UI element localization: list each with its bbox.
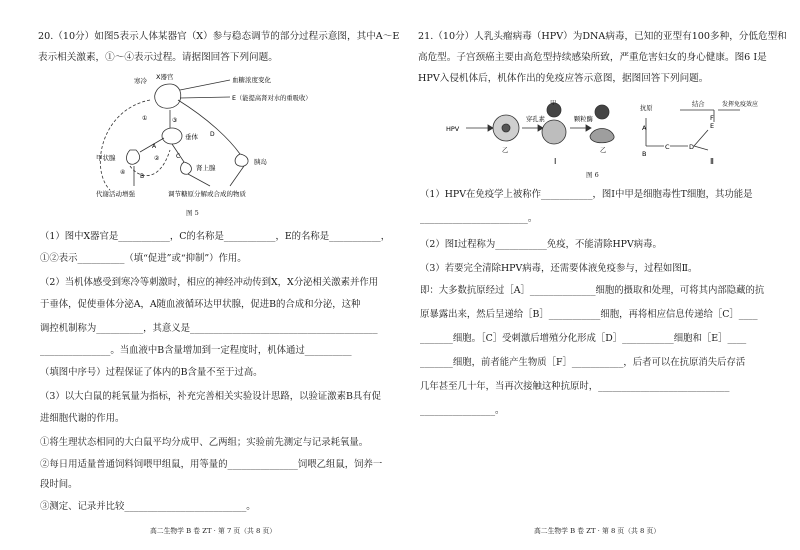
label-islet: 胰岛 bbox=[254, 158, 267, 166]
right-line: _______细胞。［C］受刺激后增殖分化形成［D］___________细胞和［E］____ bbox=[420, 333, 747, 344]
label-n3: ③ bbox=[172, 117, 178, 124]
label-fig6-e: E bbox=[710, 122, 715, 130]
left-line: 进细胞代谢的作用。 bbox=[40, 413, 125, 424]
right-line: _______________________。 bbox=[420, 213, 538, 224]
left-line: _______________。当血液中B含量增加到一定程度时，机体通过__________ bbox=[40, 345, 352, 356]
left-line: ③测定、记录并比较__________________________。 bbox=[40, 501, 256, 512]
q21-head bbox=[418, 26, 787, 89]
right-line: 几年甚至几十年，当再次接触这种抗原时，____________________________ bbox=[420, 381, 730, 392]
label-n1: ① bbox=[142, 115, 148, 122]
label-d: D bbox=[210, 131, 215, 138]
label-yi2: 乙 bbox=[600, 147, 607, 154]
label-adrenal: 肾上腺 bbox=[196, 164, 216, 172]
label-perforin: 穿孔素 bbox=[526, 116, 545, 123]
left-footer: 高二生物学 B 卷 ZT · 第 7 页（共 8 页） bbox=[150, 527, 277, 535]
apoptotic-cell-shape bbox=[590, 129, 614, 143]
label-roman1: Ⅰ bbox=[554, 157, 557, 166]
label-n2: ② bbox=[154, 155, 160, 162]
right-line: 即：大多数抗原经过［A］______________细胞的摄取和处理，可将其内部隐藏的抗 bbox=[420, 285, 765, 296]
label-cold: 寒冷 bbox=[134, 77, 147, 85]
left-line: ②每日用适量普通饲料饲喂甲组鼠，用等量的_______________饲喂乙组鼠，饲养一 bbox=[40, 459, 383, 470]
label-yi1: 乙 bbox=[502, 147, 509, 154]
figure-6 bbox=[440, 100, 760, 170]
left-line: 段时间。 bbox=[40, 479, 78, 490]
left-line: （2）当机体感受到寒冷等刺激时，相应的神经冲动传到X，X分泌相关激素并作用 bbox=[40, 277, 379, 288]
label-effect: 发挥免疫效应 bbox=[722, 101, 759, 108]
right-line: ________________。 bbox=[420, 405, 505, 416]
q20-head-line2: 表示相关激素，①～④表示过程。请据图回答下列问题。 bbox=[38, 52, 278, 63]
q20-head bbox=[38, 26, 399, 68]
label-hpv: HPV bbox=[446, 125, 460, 133]
left-line: 于垂体，促使垂体分泌A，A随血液循环达甲状腺，促进B的合成和分泌，这种 bbox=[40, 299, 361, 310]
right-footer: 高二生物学 B 卷 ZT · 第 8 页（共 8 页） bbox=[534, 527, 661, 535]
right-line: （1）HPV在免疫学上被称作___________，图Ⅰ中甲是细胞毒性T细胞，其功能是 bbox=[420, 189, 753, 200]
label-antigen: 抗原 bbox=[640, 105, 653, 112]
left-line: ①将生理状态相同的大白鼠平均分成甲、乙两组；实验前先测定与记录耗氧量。 bbox=[40, 437, 369, 448]
right-line: （2）图Ⅰ过程称为___________免疫，不能清除HPV病毒。 bbox=[420, 239, 662, 250]
x-organ-shape bbox=[155, 84, 181, 108]
left-line: （填图中序号）过程保证了体内的B含量不至于过高。 bbox=[40, 367, 263, 378]
q21-head-line1: 21.（10分）人乳头瘤病毒（HPV）为DNA病毒，已知的亚型有100多种，分低危型和 bbox=[418, 31, 787, 42]
label-jia: 甲 bbox=[550, 100, 557, 106]
label-b: B bbox=[140, 173, 145, 180]
label-blood-glucose: 血糖浓度变化 bbox=[232, 76, 271, 84]
right-line: 原暴露出来，然后呈递给［B］___________细胞，再将相应信息传递给［C］____ bbox=[420, 309, 758, 320]
label-fig6-a: A bbox=[642, 124, 647, 132]
thyroid-shape bbox=[127, 150, 140, 164]
label-n4: ④ bbox=[120, 169, 126, 176]
left-line: ①②表示__________（填“促进”或“抑制”）作用。 bbox=[40, 253, 247, 264]
label-c: C bbox=[176, 153, 181, 160]
label-granzyme: 颗粒酶 bbox=[574, 116, 593, 123]
label-x-organ: X器官 bbox=[156, 73, 174, 81]
label-fig6-c: C bbox=[665, 143, 670, 151]
right-page bbox=[400, 0, 800, 550]
left-line: （1）图中X器官是___________，C的名称是___________，E的名称是___________， bbox=[40, 231, 391, 242]
label-fig6-b: B bbox=[642, 150, 647, 158]
q21-head-line3: HPV入侵机体后，机体作出的免疫应答示意图，据图回答下列问题。 bbox=[418, 73, 709, 84]
label-fig6-f: F bbox=[710, 114, 714, 122]
adrenal-shape bbox=[181, 162, 192, 174]
target-cell-shape bbox=[542, 120, 566, 144]
label-thyroid: 甲状腺 bbox=[96, 154, 116, 162]
left-line: 调控机制称为__________，其意义是________________________________________ bbox=[40, 323, 378, 334]
label-pituitary: 垂体 bbox=[185, 133, 198, 141]
label-fig6-d: D bbox=[689, 143, 695, 151]
fig6-caption: 图 6 bbox=[586, 171, 599, 179]
pituitary-shape bbox=[162, 128, 182, 144]
left-line: （3）以大白鼠的耗氧量为指标，补充完善相关实验设计思路，以验证激素B具有促 bbox=[40, 391, 381, 402]
label-combine: 结合 bbox=[692, 101, 705, 108]
label-e: E（能提高肾对水的重吸收） bbox=[232, 95, 312, 102]
label-glucose-reg: 调节糖原分解或合成的物质 bbox=[168, 190, 246, 198]
label-roman2: Ⅱ bbox=[710, 157, 714, 166]
q21-head-line2: 高危型。子宫颈癌主要由高危型持续感染所致，严重危害妇女的身心健康。图6 Ⅰ是 bbox=[418, 52, 767, 63]
label-a: A bbox=[152, 143, 157, 150]
right-line: _______细胞，前者能产生物质［F］___________，后者可以在抗原消失后存活 bbox=[420, 357, 746, 368]
label-metabolism: 代谢活动增强 bbox=[96, 190, 135, 198]
q20-head-line1: 20.（10分）如图5表示人体某器官（X）参与稳态调节的部分过程示意图，其中A～E bbox=[38, 31, 400, 42]
figure-5 bbox=[60, 70, 320, 205]
islet-shape bbox=[235, 154, 248, 166]
right-line: （3）若要完全清除HPV病毒，还需要体液免疫参与，过程如图Ⅱ。 bbox=[420, 263, 698, 274]
fig5-caption: 图 5 bbox=[186, 209, 199, 217]
